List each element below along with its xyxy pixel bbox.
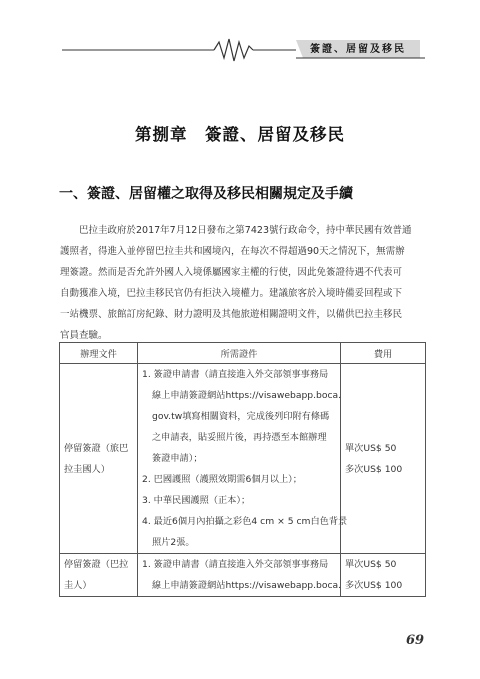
visa-requirements-table — [59, 342, 426, 597]
fee-single: 單次US$ 50 — [345, 559, 397, 570]
type-line: 停留簽證（巴拉 — [64, 559, 129, 570]
requirement-line: 4. 最近6個月內拍攝之彩色4 cm × 5 cm白色背景 — [142, 516, 348, 527]
paragraph-line: 自動獲准入境，巴拉圭移民官仍有拒決入境權力。建議旅客於入境時備妥回程或下 — [60, 288, 403, 299]
fee-multiple: 多次US$ 100 — [345, 580, 403, 591]
requirements-cell — [138, 364, 348, 554]
running-header-label: 簽證、居留及移民 — [310, 44, 406, 55]
requirement-item — [142, 469, 336, 490]
requirement-item — [142, 490, 336, 511]
running-header — [0, 36, 480, 66]
requirement-line: 線上申請簽證網站https://visawebapp.boca. — [152, 580, 342, 591]
requirement-line: 3. 中華民國護照（正本）； — [142, 495, 251, 506]
requirement-line: 2. 巴國護照（護照效期需6個月以上）； — [142, 474, 302, 485]
paragraph-line: 理簽證。然而是否允許外國人入境係屬國家主權的行使，因此免簽證待遇不代表可 — [60, 267, 403, 278]
requirement-line: 簽證申請）； — [152, 453, 203, 464]
fee-multiple: 多次US$ 100 — [345, 463, 403, 475]
type-line: 圭人） — [64, 580, 92, 591]
type-line: 停留簽證（旅巴 — [64, 442, 129, 454]
table-row — [60, 364, 426, 554]
table-row — [60, 554, 426, 597]
requirement-line: 之申請表，貼妥照片後，再持憑至本館辦理 — [152, 432, 327, 443]
fee-single: 單次US$ 50 — [345, 442, 397, 454]
requirement-line: 照片2張。 — [152, 537, 195, 548]
fee-cell — [341, 364, 426, 554]
type-line: 拉圭國人） — [64, 463, 110, 475]
requirement-line: gov.tw填寫相關資料，完成後列印附有條碼 — [152, 411, 330, 422]
header-fee: 費用 — [341, 343, 426, 364]
requirement-item — [142, 511, 348, 553]
table-header-row — [60, 343, 426, 364]
header-required-documents: 所需證件 — [138, 343, 341, 364]
requirements-cell — [138, 554, 341, 597]
requirement-item — [142, 554, 342, 596]
requirement-item — [142, 364, 342, 469]
document-type-cell — [60, 554, 138, 597]
paragraph-line: 一站機票、旅館訂房紀錄、財力證明及其他旅遊相關證明文件，以備供巴拉圭移民 — [60, 309, 403, 320]
intro-paragraph — [60, 220, 426, 346]
chapter-title: 第捌章 簽證、居留及移民 — [135, 125, 345, 144]
header-document-type: 辦理文件 — [60, 343, 138, 364]
fee-cell — [341, 554, 426, 597]
paragraph-line: 官員查驗。 — [60, 330, 108, 341]
requirement-line: 1. 簽證申請書（請直接進入外交部領事事務局 — [142, 559, 329, 570]
section-title: 一、簽證、居留權之取得及移民相關規定及手續 — [59, 186, 353, 202]
paragraph-line: 護照者，得進入並停留巴拉圭共和國境內，在每次不得超過90天之情況下，無需辦 — [60, 246, 405, 257]
requirement-line: 1. 簽證申請書（請直接進入外交部領事事務局 — [142, 369, 329, 380]
document-type-cell — [60, 364, 138, 554]
page-number: 69 — [405, 633, 425, 648]
paragraph-line: 巴拉圭政府於2017年7月12日發布之第7423號行政命令，持中華民國有效普通 — [79, 225, 412, 236]
requirement-line: 線上申請簽證網站https://visawebapp.boca. — [152, 390, 342, 401]
